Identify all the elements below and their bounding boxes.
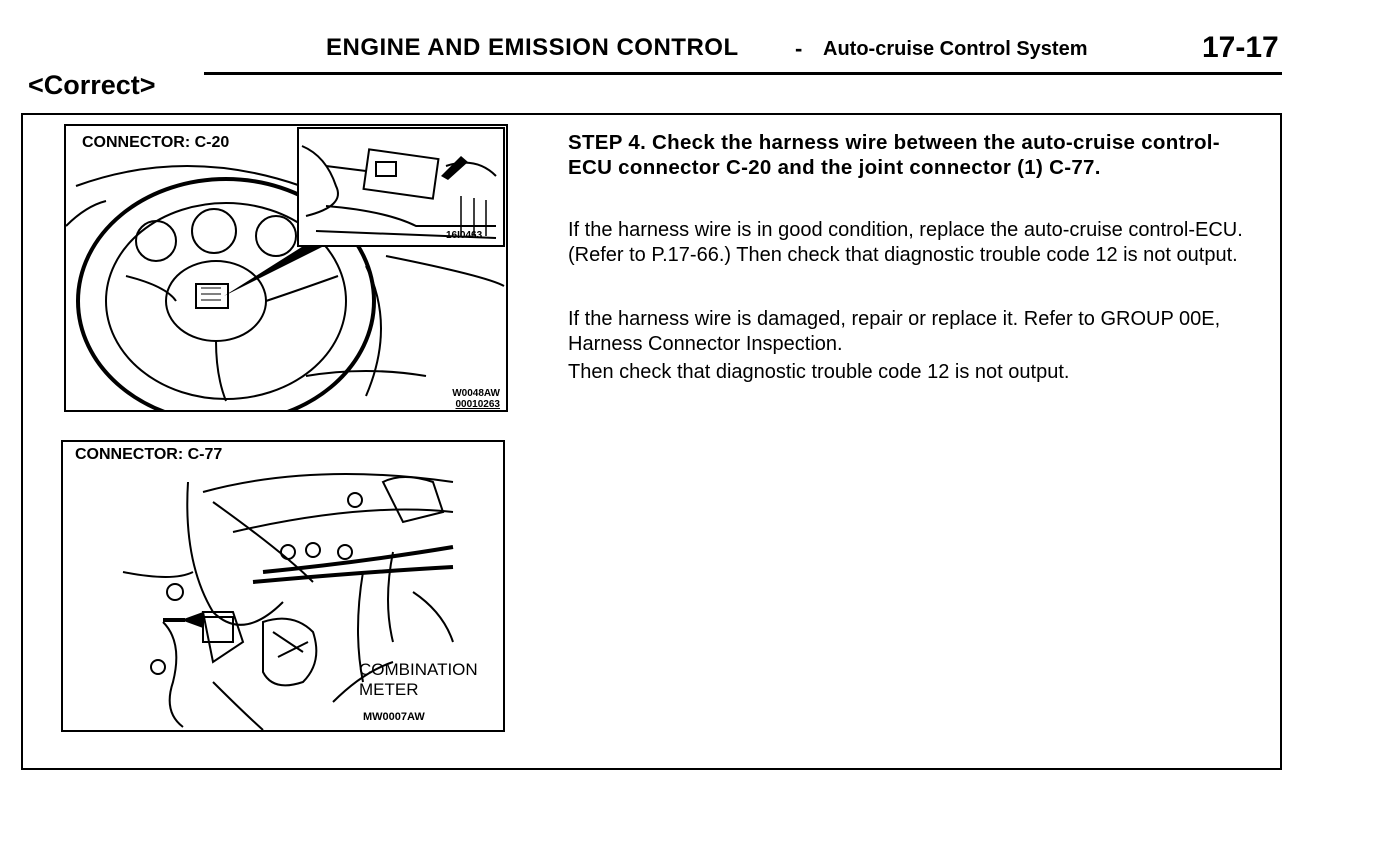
combination-meter-label [359,660,478,700]
section-title: ENGINE AND EMISSION CONTROL [326,34,739,61]
connector-c77-label: CONNECTOR: C-77 [75,446,223,463]
header-rule [204,72,1282,75]
figure-code-block [428,388,500,410]
steering-wheel-illustration [66,126,506,410]
combination-meter-line2: METER [359,680,419,699]
combination-meter-line1: COMBINATION [359,660,478,679]
figure-code: MW0007AW [363,711,425,723]
inset-code: 16I0463 [446,230,483,241]
step-heading: STEP 4. Check the harness wire between the auto-cruise control-ECU connector C-20 and the joint connector (1) C-77. [568,131,1220,179]
correct-label: <Correct> [28,70,156,100]
connector-c20-label: CONNECTOR: C-20 [82,134,230,151]
figure-code-line1: W0048AW [452,388,500,399]
paragraph-good-condition: If the harness wire is in good condition, replace the auto-cruise control-ECU. (Refer to P.17-66.) Then check that diagnostic trouble code 12 is not output. [568,219,1243,266]
paragraph-then-check: Then check that diagnostic trouble code 12 is not output. [568,361,1070,383]
paragraph-damaged: If the harness wire is damaged, repair or replace it. Refer to GROUP 00E, Harness Connector Inspection. [568,308,1221,355]
page-number: 17-17 [1202,31,1279,64]
subsection-title: Auto-cruise Control System [823,38,1088,60]
figure-connector-c20 [64,124,508,412]
figure-code-line2: 00010263 [455,399,500,410]
figure-connector-c77 [61,440,505,732]
header-separator: - [795,36,803,61]
